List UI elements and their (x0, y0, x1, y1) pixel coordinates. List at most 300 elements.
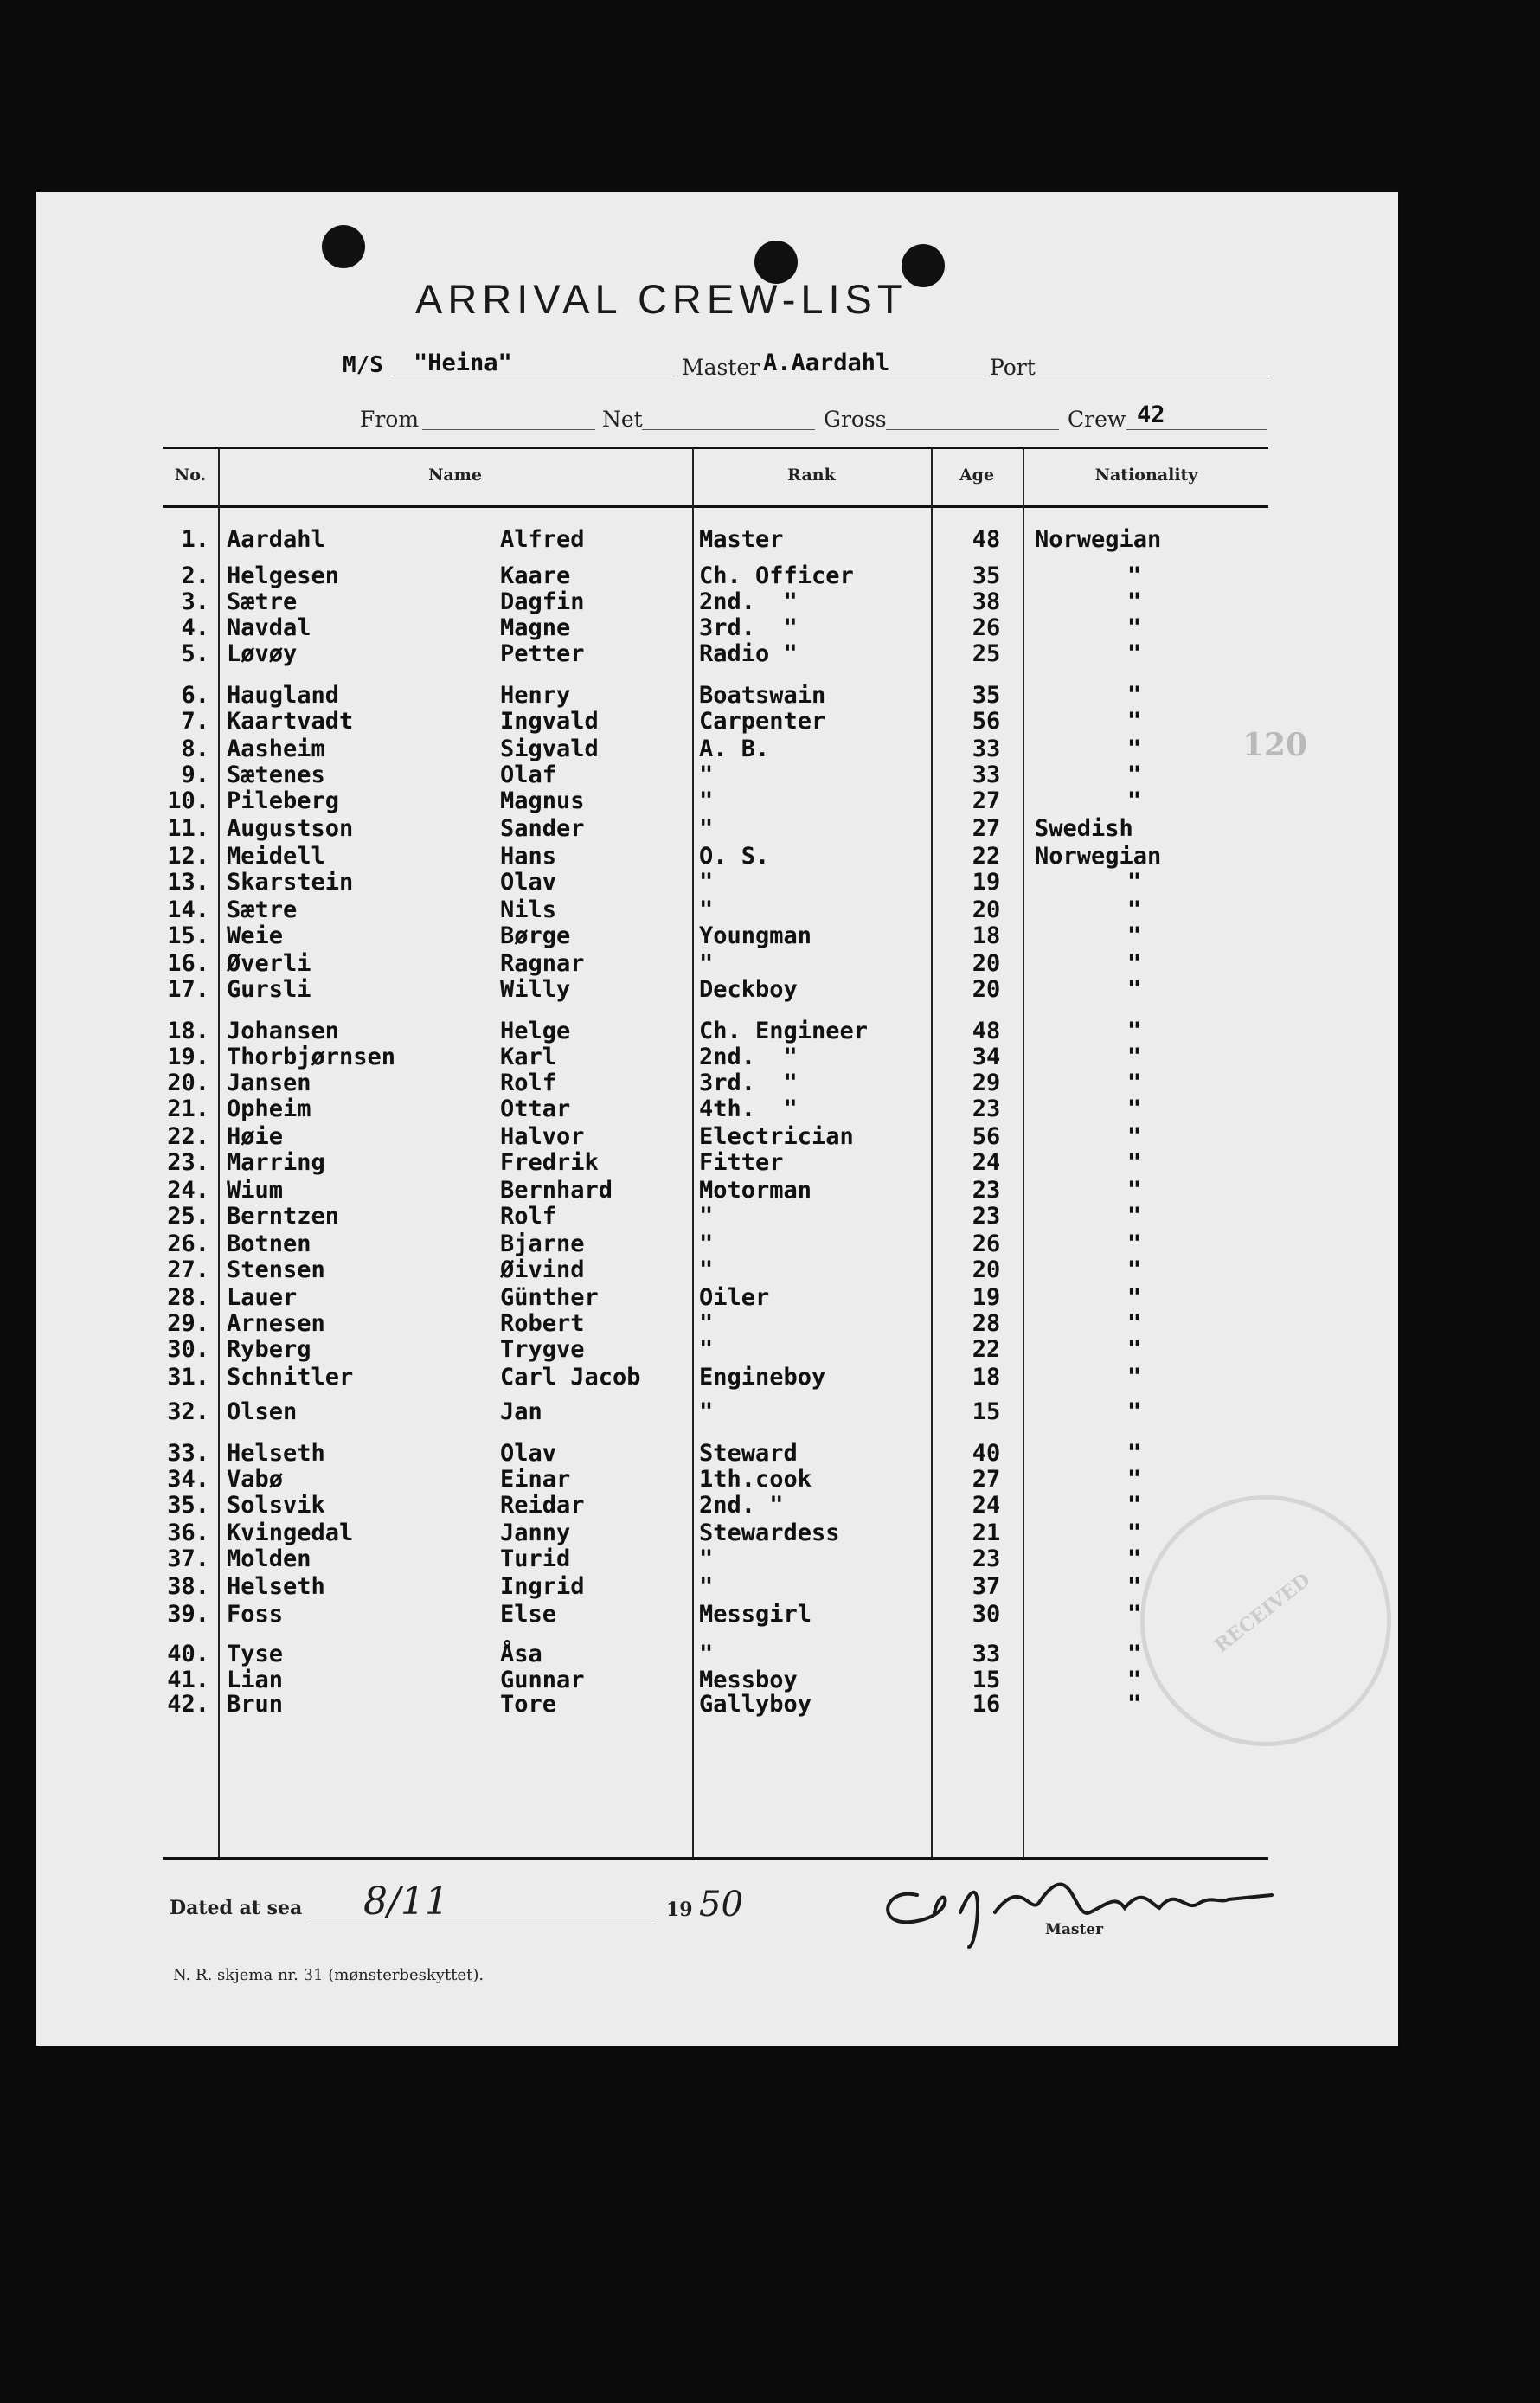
surname: Arnesen (227, 1310, 325, 1337)
given-name: Carl Jacob (500, 1364, 641, 1391)
surname: Molden (227, 1545, 311, 1572)
table-row (0, 1149, 1540, 1175)
column-header-no: No. (174, 466, 207, 485)
surname: Sætre (227, 588, 298, 615)
nationality: " (1126, 1177, 1142, 1204)
nationality: " (1126, 1149, 1142, 1176)
age: 38 (972, 588, 1001, 615)
row-number: 42. (167, 1691, 209, 1718)
age: 18 (972, 1364, 1001, 1391)
gross-label: Gross (824, 407, 887, 432)
row-number: 41. (167, 1667, 209, 1693)
rank: " (699, 815, 714, 842)
given-name: Janny (500, 1520, 571, 1546)
nationality: " (1126, 736, 1142, 762)
rank: Ch. Officer (699, 562, 854, 589)
row-number: 13. (167, 869, 209, 896)
surname: Helgesen (227, 562, 340, 589)
punch-hole (902, 244, 945, 287)
dated-label: Dated at sea (170, 1897, 303, 1919)
row-number: 39. (167, 1601, 209, 1628)
age: 48 (972, 1018, 1001, 1044)
surname: Pileberg (227, 787, 340, 814)
nationality: " (1126, 1284, 1142, 1311)
table-top-rule (163, 447, 1268, 449)
given-name: Tore (500, 1691, 557, 1718)
received-stamp (1140, 1495, 1391, 1746)
surname: Berntzen (227, 1203, 340, 1230)
age: 33 (972, 736, 1001, 762)
given-name: Olav (500, 869, 557, 896)
row-number: 4. (181, 614, 209, 641)
surname: Kaartvadt (227, 708, 354, 735)
handwritten-year: 50 (699, 1885, 743, 1924)
row-number: 36. (167, 1520, 209, 1546)
given-name: Sigvald (500, 736, 599, 762)
nationality: " (1126, 950, 1142, 977)
rank: Steward (699, 1440, 798, 1467)
surname: Brun (227, 1691, 284, 1718)
nationality: " (1126, 869, 1142, 896)
net-underline (642, 429, 815, 430)
given-name: Helge (500, 1018, 571, 1044)
row-number: 34. (167, 1466, 209, 1493)
age: 20 (972, 950, 1001, 977)
rank: Stewardess (699, 1520, 840, 1546)
rank: Youngman (699, 922, 812, 949)
nationality: " (1126, 1601, 1142, 1628)
stamp-label: RECEIVED (1210, 1568, 1315, 1658)
given-name: Einar (500, 1466, 571, 1493)
rank: O. S. (699, 843, 770, 870)
nationality: " (1126, 1573, 1142, 1600)
nationality: " (1126, 1641, 1142, 1667)
row-number: 27. (167, 1256, 209, 1283)
surname: Lian (227, 1667, 284, 1693)
row-number: 21. (167, 1095, 209, 1122)
given-name: Ingrid (500, 1573, 585, 1600)
surname: Foss (227, 1601, 284, 1628)
table-row (0, 1123, 1540, 1149)
row-number: 15. (167, 922, 209, 949)
surname: Weie (227, 922, 284, 949)
rank: " (699, 1398, 714, 1425)
surname: Aardahl (227, 526, 325, 553)
rank: " (699, 896, 714, 923)
nationality: " (1126, 1691, 1142, 1718)
given-name: Halvor (500, 1123, 585, 1150)
table-row (0, 562, 1540, 588)
surname: Helseth (227, 1573, 325, 1600)
age: 22 (972, 1336, 1001, 1363)
rank: 3rd. " (699, 1070, 798, 1096)
rank: A. B. (699, 736, 770, 762)
given-name: Ragnar (500, 950, 585, 977)
age: 29 (972, 1070, 1001, 1096)
rank: Ch. Engineer (699, 1018, 869, 1044)
given-name: Turid (500, 1545, 571, 1572)
given-name: Henry (500, 682, 571, 709)
nationality: " (1126, 1667, 1142, 1693)
nationality: " (1126, 562, 1142, 589)
row-number: 38. (167, 1573, 209, 1600)
from-underline (422, 429, 595, 430)
nationality: " (1126, 1398, 1142, 1425)
table-header-rule (163, 505, 1268, 508)
given-name: Jan (500, 1398, 542, 1425)
surname: Marring (227, 1149, 325, 1176)
age: 33 (972, 761, 1001, 788)
row-number: 28. (167, 1284, 209, 1311)
table-row (0, 1070, 1540, 1095)
given-name: Børge (500, 922, 571, 949)
table-row (0, 640, 1540, 666)
row-number: 9. (181, 761, 209, 788)
column-header-nationality: Nationality (1094, 466, 1198, 485)
nationality: " (1126, 588, 1142, 615)
rank: " (699, 787, 714, 814)
rank: Boatswain (699, 682, 826, 709)
rank: " (699, 1545, 714, 1572)
row-number: 8. (181, 736, 209, 762)
given-name: Ottar (500, 1095, 571, 1122)
given-name: Kaare (500, 562, 571, 589)
row-number: 22. (167, 1123, 209, 1150)
age: 40 (972, 1440, 1001, 1467)
nationality: " (1126, 614, 1142, 641)
nationality: Norwegian (1035, 843, 1162, 870)
vessel-prefix: M/S (343, 352, 383, 378)
row-number: 31. (167, 1364, 209, 1391)
age: 30 (972, 1601, 1001, 1628)
age: 19 (972, 869, 1001, 896)
table-row (0, 1364, 1540, 1390)
table-row (0, 950, 1540, 976)
surname: Gursli (227, 976, 311, 1003)
age: 25 (972, 640, 1001, 667)
rank: 2nd. " (699, 1044, 798, 1070)
given-name: Trygve (500, 1336, 585, 1363)
net-label: Net (602, 407, 643, 432)
rank: Carpenter (699, 708, 826, 735)
given-name: Willy (500, 976, 571, 1003)
nationality: " (1126, 1466, 1142, 1493)
age: 27 (972, 815, 1001, 842)
table-row (0, 843, 1540, 869)
table-row (0, 1466, 1540, 1492)
row-number: 6. (181, 682, 209, 709)
row-number: 18. (167, 1018, 209, 1044)
surname: Øverli (227, 950, 311, 977)
rank: " (699, 1573, 714, 1600)
age: 18 (972, 922, 1001, 949)
nationality: " (1126, 1044, 1142, 1070)
rank: 2nd. " (699, 588, 798, 615)
nationality: " (1126, 1492, 1142, 1519)
age: 34 (972, 1044, 1001, 1070)
rank: Fitter (699, 1149, 784, 1176)
table-row (0, 1336, 1540, 1362)
surname: Haugland (227, 682, 340, 709)
row-number: 37. (167, 1545, 209, 1572)
table-row (0, 761, 1540, 787)
gross-underline (886, 429, 1059, 430)
surname: Schnitler (227, 1364, 354, 1391)
rank: " (699, 1256, 714, 1283)
table-row (0, 1203, 1540, 1229)
rank: " (699, 761, 714, 788)
surname: Ryberg (227, 1336, 311, 1363)
nationality: " (1126, 1203, 1142, 1230)
row-number: 26. (167, 1230, 209, 1257)
given-name: Karl (500, 1044, 557, 1070)
nationality: " (1126, 896, 1142, 923)
nationality: " (1126, 1440, 1142, 1467)
port-label: Port (990, 355, 1036, 380)
age: 21 (972, 1520, 1001, 1546)
margin-number: 120 (1242, 727, 1308, 763)
surname: Tyse (227, 1641, 284, 1667)
rank: Gallyboy (699, 1691, 812, 1718)
surname: Helseth (227, 1440, 325, 1467)
row-number: 14. (167, 896, 209, 923)
table-row (0, 682, 1540, 708)
nationality: " (1126, 1230, 1142, 1257)
nationality: " (1126, 708, 1142, 735)
given-name: Robert (500, 1310, 585, 1337)
surname: Olsen (227, 1398, 298, 1425)
master-caption: Master (1045, 1921, 1104, 1938)
table-row (0, 526, 1540, 552)
surname: Wium (227, 1177, 284, 1204)
age: 20 (972, 896, 1001, 923)
column-header-rank: Rank (787, 466, 836, 485)
crew-count: 42 (1137, 402, 1165, 428)
nationality: " (1126, 1018, 1142, 1044)
nationality: Norwegian (1035, 526, 1162, 553)
surname: Høie (227, 1123, 284, 1150)
master-label: Master (682, 355, 760, 380)
given-name: Petter (500, 640, 585, 667)
age: 15 (972, 1398, 1001, 1425)
surname: Vabø (227, 1466, 284, 1493)
table-row (0, 976, 1540, 1002)
table-row (0, 1284, 1540, 1310)
nationality: " (1126, 787, 1142, 814)
table-row (0, 1177, 1540, 1203)
table-row (0, 922, 1540, 948)
given-name: Olav (500, 1440, 557, 1467)
table-row (0, 1044, 1540, 1070)
given-name: Åsa (500, 1641, 542, 1667)
given-name: Bernhard (500, 1177, 613, 1204)
row-number: 11. (167, 815, 209, 842)
from-label: From (360, 407, 420, 432)
age: 15 (972, 1667, 1001, 1693)
surname: Sætenes (227, 761, 325, 788)
age: 26 (972, 614, 1001, 641)
age: 56 (972, 708, 1001, 735)
row-number: 19. (167, 1044, 209, 1070)
age: 37 (972, 1573, 1001, 1600)
row-number: 12. (167, 843, 209, 870)
nationality: " (1126, 640, 1142, 667)
vessel-name: "Heina" (414, 350, 512, 376)
table-row (0, 1310, 1540, 1336)
nationality: " (1126, 1095, 1142, 1122)
surname: Aasheim (227, 736, 325, 762)
row-number: 30. (167, 1336, 209, 1363)
rank: " (699, 1336, 714, 1363)
table-row (0, 869, 1540, 895)
surname: Augustson (227, 815, 354, 842)
given-name: Reidar (500, 1492, 585, 1519)
given-name: Magne (500, 614, 571, 641)
row-number: 32. (167, 1398, 209, 1425)
age: 24 (972, 1149, 1001, 1176)
table-row (0, 1398, 1540, 1424)
row-number: 1. (181, 526, 209, 553)
rank: " (699, 1203, 714, 1230)
table-row (0, 1095, 1540, 1121)
age: 19 (972, 1284, 1001, 1311)
table-row (0, 896, 1540, 922)
row-number: 35. (167, 1492, 209, 1519)
nationality: " (1126, 1070, 1142, 1096)
given-name: Alfred (500, 526, 585, 553)
rank: " (699, 1230, 714, 1257)
rank: Messboy (699, 1667, 798, 1693)
age: 23 (972, 1545, 1001, 1572)
age: 27 (972, 1466, 1001, 1493)
given-name: Magnus (500, 787, 585, 814)
form-note: N. R. skjema nr. 31 (mønsterbeskyttet). (173, 1966, 484, 1984)
crew-label: Crew (1068, 407, 1126, 432)
nationality: " (1126, 1520, 1142, 1546)
row-number: 17. (167, 976, 209, 1003)
document-title: ARRIVAL CREW-LIST (415, 276, 908, 322)
given-name: Bjarne (500, 1230, 585, 1257)
row-number: 2. (181, 562, 209, 589)
rank: Motorman (699, 1177, 812, 1204)
rank: 1th.cook (699, 1466, 812, 1493)
punch-hole (322, 225, 365, 268)
given-name: Günther (500, 1284, 599, 1311)
given-name: Dagfin (500, 588, 585, 615)
surname: Løvøy (227, 640, 298, 667)
rank: Deckboy (699, 976, 798, 1003)
given-name: Sander (500, 815, 585, 842)
given-name: Øivind (500, 1256, 585, 1283)
rank: " (699, 1641, 714, 1667)
column-header-name: Name (428, 466, 482, 485)
column-header-age: Age (959, 466, 995, 485)
nationality: " (1126, 761, 1142, 788)
age: 26 (972, 1230, 1001, 1257)
table-row (0, 1230, 1540, 1256)
age: 35 (972, 682, 1001, 709)
row-number: 29. (167, 1310, 209, 1337)
rank: 4th. " (699, 1095, 798, 1122)
given-name: Else (500, 1601, 557, 1628)
nationality: " (1126, 1545, 1142, 1572)
rank: Engineboy (699, 1364, 826, 1391)
nationality: " (1126, 1123, 1142, 1150)
surname: Lauer (227, 1284, 298, 1311)
age: 23 (972, 1203, 1001, 1230)
given-name: Olaf (500, 761, 557, 788)
age: 22 (972, 843, 1001, 870)
row-number: 25. (167, 1203, 209, 1230)
nationality: Swedish (1035, 815, 1133, 842)
given-name: Nils (500, 896, 557, 923)
table-row (0, 736, 1540, 761)
table-row (0, 1018, 1540, 1044)
age: 48 (972, 526, 1001, 553)
row-number: 16. (167, 950, 209, 977)
master-name: A.Aardahl (763, 350, 890, 376)
table-row (0, 815, 1540, 841)
row-number: 10. (167, 787, 209, 814)
rank: Radio " (699, 640, 798, 667)
rank: " (699, 950, 714, 977)
age: 35 (972, 562, 1001, 589)
age: 23 (972, 1177, 1001, 1204)
surname: Sætre (227, 896, 298, 923)
rank: Master (699, 526, 784, 553)
surname: Jansen (227, 1070, 311, 1096)
surname: Meidell (227, 843, 325, 870)
row-number: 24. (167, 1177, 209, 1204)
surname: Solsvik (227, 1492, 325, 1519)
crew-underline (1126, 429, 1267, 430)
nationality: " (1126, 976, 1142, 1003)
age: 16 (972, 1691, 1001, 1718)
given-name: Gunnar (500, 1667, 585, 1693)
row-number: 5. (181, 640, 209, 667)
surname: Stensen (227, 1256, 325, 1283)
surname: Navdal (227, 614, 311, 641)
table-row (0, 1256, 1540, 1282)
given-name: Ingvald (500, 708, 599, 735)
nationality: " (1126, 1256, 1142, 1283)
surname: Botnen (227, 1230, 311, 1257)
table-row (0, 787, 1540, 813)
rank: " (699, 1310, 714, 1337)
age: 24 (972, 1492, 1001, 1519)
given-name: Hans (500, 843, 557, 870)
row-number: 3. (181, 588, 209, 615)
rank: " (699, 869, 714, 896)
rank: 3rd. " (699, 614, 798, 641)
table-row (0, 708, 1540, 734)
age: 27 (972, 787, 1001, 814)
handwritten-date: 8/11 (363, 1879, 449, 1924)
row-number: 23. (167, 1149, 209, 1176)
nationality: " (1126, 682, 1142, 709)
given-name: Rolf (500, 1070, 557, 1096)
rank: Electrician (699, 1123, 854, 1150)
rank: 2nd. " (699, 1492, 784, 1519)
nationality: " (1126, 1364, 1142, 1391)
row-number: 40. (167, 1641, 209, 1667)
given-name: Rolf (500, 1203, 557, 1230)
surname: Johansen (227, 1018, 340, 1044)
row-number: 20. (167, 1070, 209, 1096)
nationality: " (1126, 922, 1142, 949)
rank: Messgirl (699, 1601, 812, 1628)
age: 20 (972, 976, 1001, 1003)
